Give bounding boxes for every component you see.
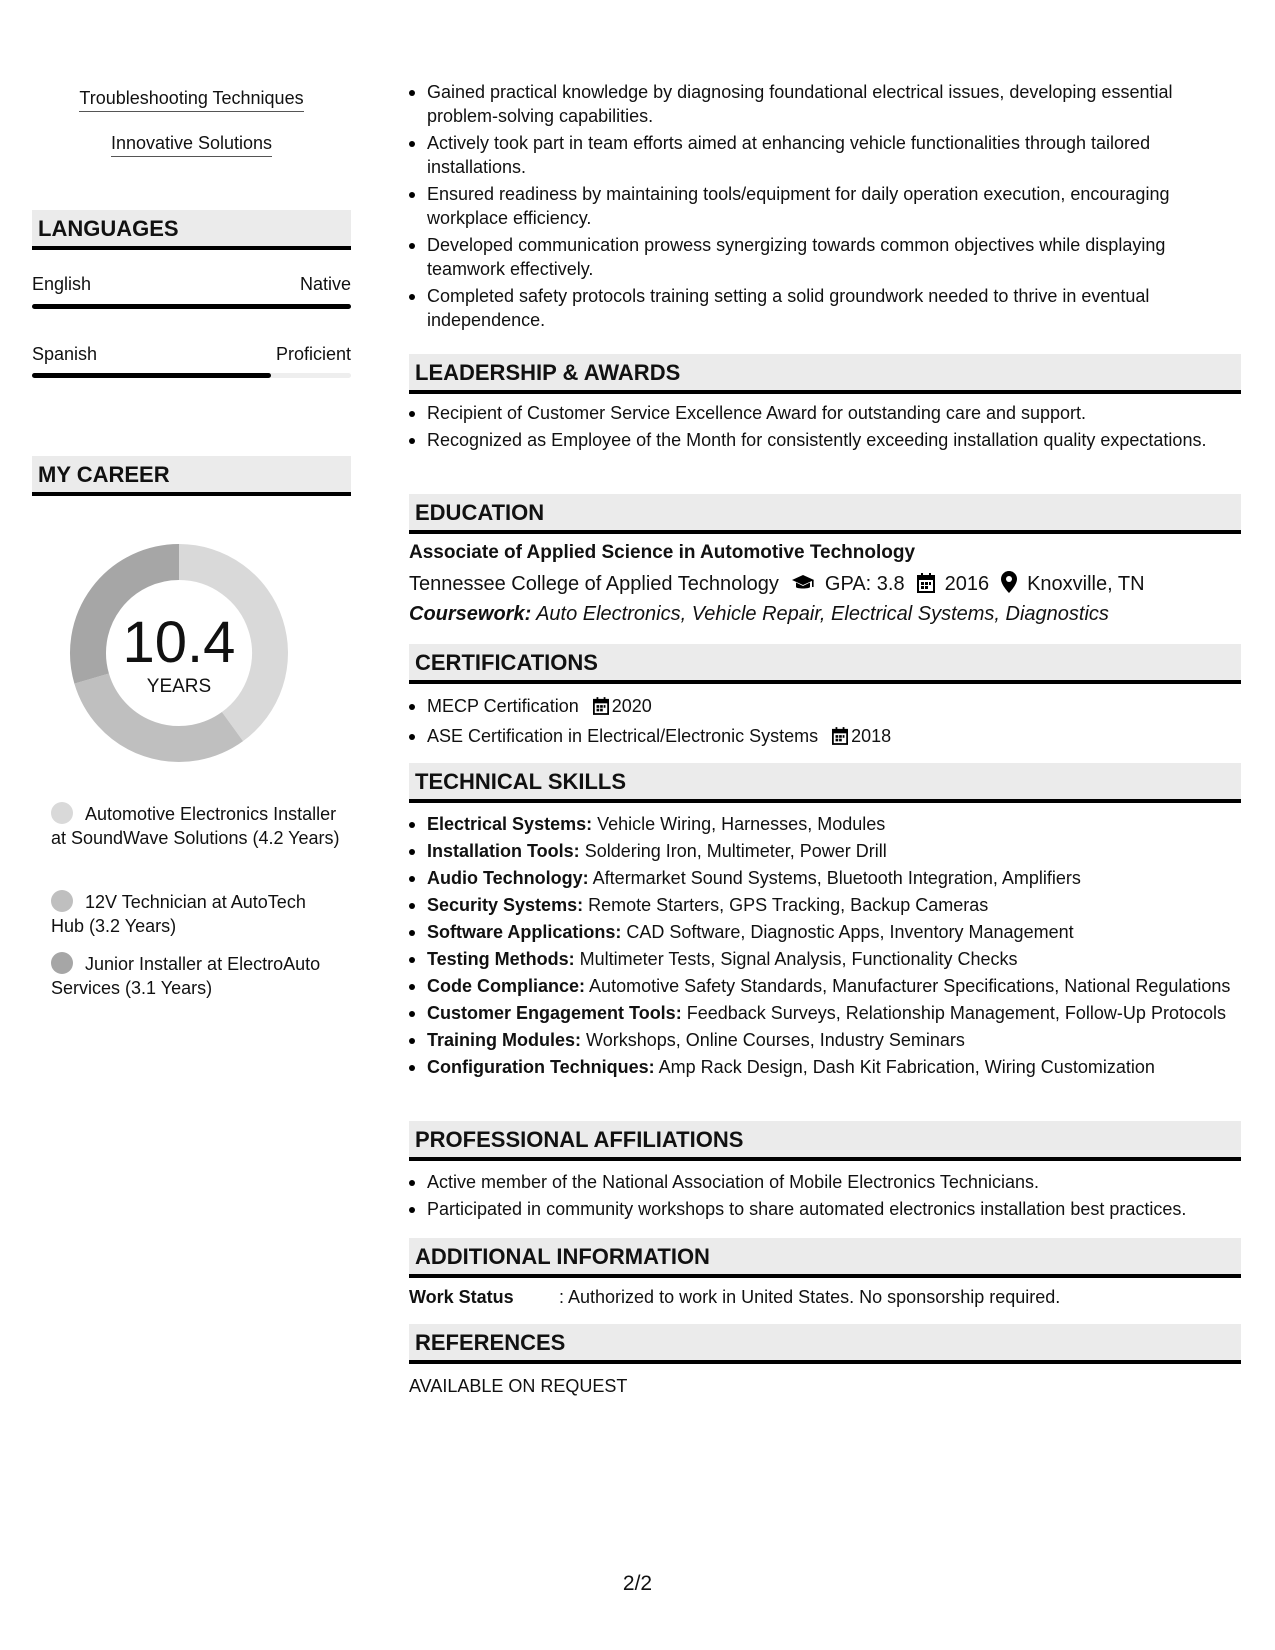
references-text: AVAILABLE ON REQUEST (409, 1376, 628, 1396)
skill-item (32, 132, 351, 154)
skill-category: Software Applications: (427, 922, 622, 942)
technical-skills-heading: TECHNICAL SKILLS (409, 763, 1241, 803)
language-proficiency-fill (32, 373, 271, 378)
language-proficiency-bar (32, 304, 351, 309)
list-item: Developed communication prowess synergizing towards common objectives while displaying teamwork effectively. (427, 233, 1245, 281)
skill-category: Security Systems: (427, 895, 584, 915)
career-total-years: 10.4 (122, 610, 236, 675)
list-item (427, 839, 1245, 863)
list-item (427, 1001, 1245, 1025)
location: Knoxville, TN (1027, 573, 1145, 595)
skill-values: Automotive Safety Standards, Manufacturer Specifications, National Regulations (589, 976, 1231, 996)
skill-values: Remote Starters, GPS Tracking, Backup Cameras (588, 895, 989, 915)
gpa: GPA: 3.8 (824, 573, 905, 595)
work-status-row (409, 1285, 1241, 1309)
legend-dot (51, 890, 73, 912)
degree-title: Associate of Applied Science in Automotive Technology (409, 542, 916, 563)
education-heading: EDUCATION (409, 494, 1241, 534)
technical-skills-list (427, 812, 1245, 1082)
list-item: Recognized as Employee of the Month for consistently exceeding installation quality expectations. (427, 428, 1245, 452)
skill-category: Code Compliance: (427, 976, 586, 996)
affiliations-heading: PROFESSIONAL AFFILIATIONS (409, 1121, 1241, 1161)
language-proficiency-bar (32, 373, 351, 378)
skill-values: Aftermarket Sound Systems, Bluetooth Integration, Amplifiers (592, 868, 1081, 888)
skill-values: Amp Rack Design, Dash Kit Fabrication, Wiring Customization (658, 1057, 1155, 1077)
language-name: English (32, 274, 92, 294)
career-heading: MY CAREER (32, 456, 351, 496)
leadership-heading: LEADERSHIP & AWARDS (409, 354, 1241, 394)
languages-heading: LANGUAGES (32, 210, 351, 250)
career-item-label: 12V Technician at AutoTech Hub (3.2 Years) (51, 892, 306, 936)
page-number: 2/2 (622, 1572, 653, 1595)
experience-bullets (427, 80, 1245, 335)
career-item-label: Junior Installer at ElectroAuto Services (3.1 Years) (51, 954, 321, 998)
additional-info-heading: ADDITIONAL INFORMATION (409, 1238, 1241, 1278)
legend-dot (51, 802, 73, 824)
coursework (409, 601, 1109, 627)
cert-year: 2020 (611, 696, 652, 716)
skill-category: Customer Engagement Tools: (427, 1003, 682, 1023)
list-item: Gained practical knowledge by diagnosing foundational electrical issues, developing essential problem-solving capabilities. (427, 80, 1245, 128)
cert-name: MECP Certification (427, 696, 579, 716)
list-item: Actively took part in team efforts aimed at enhancing vehicle functionalities through tailored installations. (427, 131, 1245, 179)
list-item (427, 694, 1245, 721)
cert-year: 2018 (851, 726, 892, 746)
career-legend-item (51, 802, 341, 850)
list-item (427, 893, 1245, 917)
legend-dot (51, 952, 73, 974)
list-item (427, 920, 1245, 944)
skill-item (32, 87, 351, 109)
skill-label: Troubleshooting Techniques (79, 88, 303, 112)
graduation-year: 2016 (944, 573, 990, 595)
language-proficiency-fill (32, 304, 351, 309)
list-item (427, 1055, 1245, 1079)
skill-values: Feedback Surveys, Relationship Management, Follow-Up Protocols (686, 1003, 1226, 1023)
language-name: Spanish (32, 344, 98, 364)
coursework-value: Auto Electronics, Vehicle Repair, Electrical Systems, Diagnostics (536, 603, 1109, 625)
list-item: Completed safety protocols training setting a solid groundwork needed to thrive in eventual independence. (427, 284, 1245, 332)
skill-category: Training Modules: (427, 1030, 582, 1050)
career-legend-item (51, 890, 341, 938)
skill-values: Soldering Iron, Multimeter, Power Drill (584, 841, 887, 861)
skill-values: Multimeter Tests, Signal Analysis, Functionality Checks (579, 949, 1018, 969)
skill-category: Testing Methods: (427, 949, 575, 969)
affiliations-list (427, 1170, 1245, 1224)
list-item: Ensured readiness by maintaining tools/equipment for daily operation execution, encouraging workplace efficiency. (427, 182, 1245, 230)
list-item: Recipient of Customer Service Excellence Award for outstanding care and support. (427, 401, 1245, 425)
career-donut-chart (66, 540, 292, 766)
certifications-heading: CERTIFICATIONS (409, 644, 1241, 684)
career-legend-item (51, 952, 341, 1000)
calendar-icon (593, 697, 609, 721)
skill-category: Audio Technology: (427, 868, 589, 888)
school-name: Tennessee College of Applied Technology (409, 573, 779, 595)
references-heading: REFERENCES (409, 1324, 1241, 1364)
list-item (427, 724, 1245, 751)
list-item (427, 1028, 1245, 1052)
career-total-unit: YEARS (146, 676, 212, 697)
career-item-label: Automotive Electronics Installer at SoundWave Solutions (4.2 Years) (51, 804, 340, 848)
skill-category: Electrical Systems: (427, 814, 593, 834)
list-item (427, 947, 1245, 971)
skill-values: Workshops, Online Courses, Industry Seminars (586, 1030, 965, 1050)
coursework-label: Coursework: (409, 603, 532, 625)
skill-category: Configuration Techniques: (427, 1057, 655, 1077)
calendar-icon (832, 727, 848, 751)
location-pin-icon (1001, 571, 1017, 600)
list-item: Active member of the National Association of Mobile Electronics Technicians. (427, 1170, 1245, 1194)
list-item (427, 866, 1245, 890)
education-details (409, 571, 1145, 600)
skill-values: CAD Software, Diagnostic Apps, Inventory Management (626, 922, 1074, 942)
list-item (427, 812, 1245, 836)
skill-category: Installation Tools: (427, 841, 580, 861)
certifications-list (427, 694, 1245, 754)
language-level: Proficient (275, 344, 351, 364)
leadership-list (427, 401, 1245, 455)
list-item (427, 974, 1245, 998)
cert-name: ASE Certification in Electrical/Electronic Systems (427, 726, 819, 746)
skill-label: Innovative Solutions (111, 133, 272, 157)
skill-values: Vehicle Wiring, Harnesses, Modules (597, 814, 886, 834)
work-status-label: Work Status (409, 1287, 514, 1307)
language-level: Native (299, 274, 351, 294)
calendar-icon (917, 573, 935, 600)
list-item: Participated in community workshops to share automated electronics installation best practices. (427, 1197, 1245, 1221)
work-status-value: : Authorized to work in United States. No sponsorship required. (559, 1287, 1061, 1307)
graduation-cap-icon (791, 573, 815, 600)
